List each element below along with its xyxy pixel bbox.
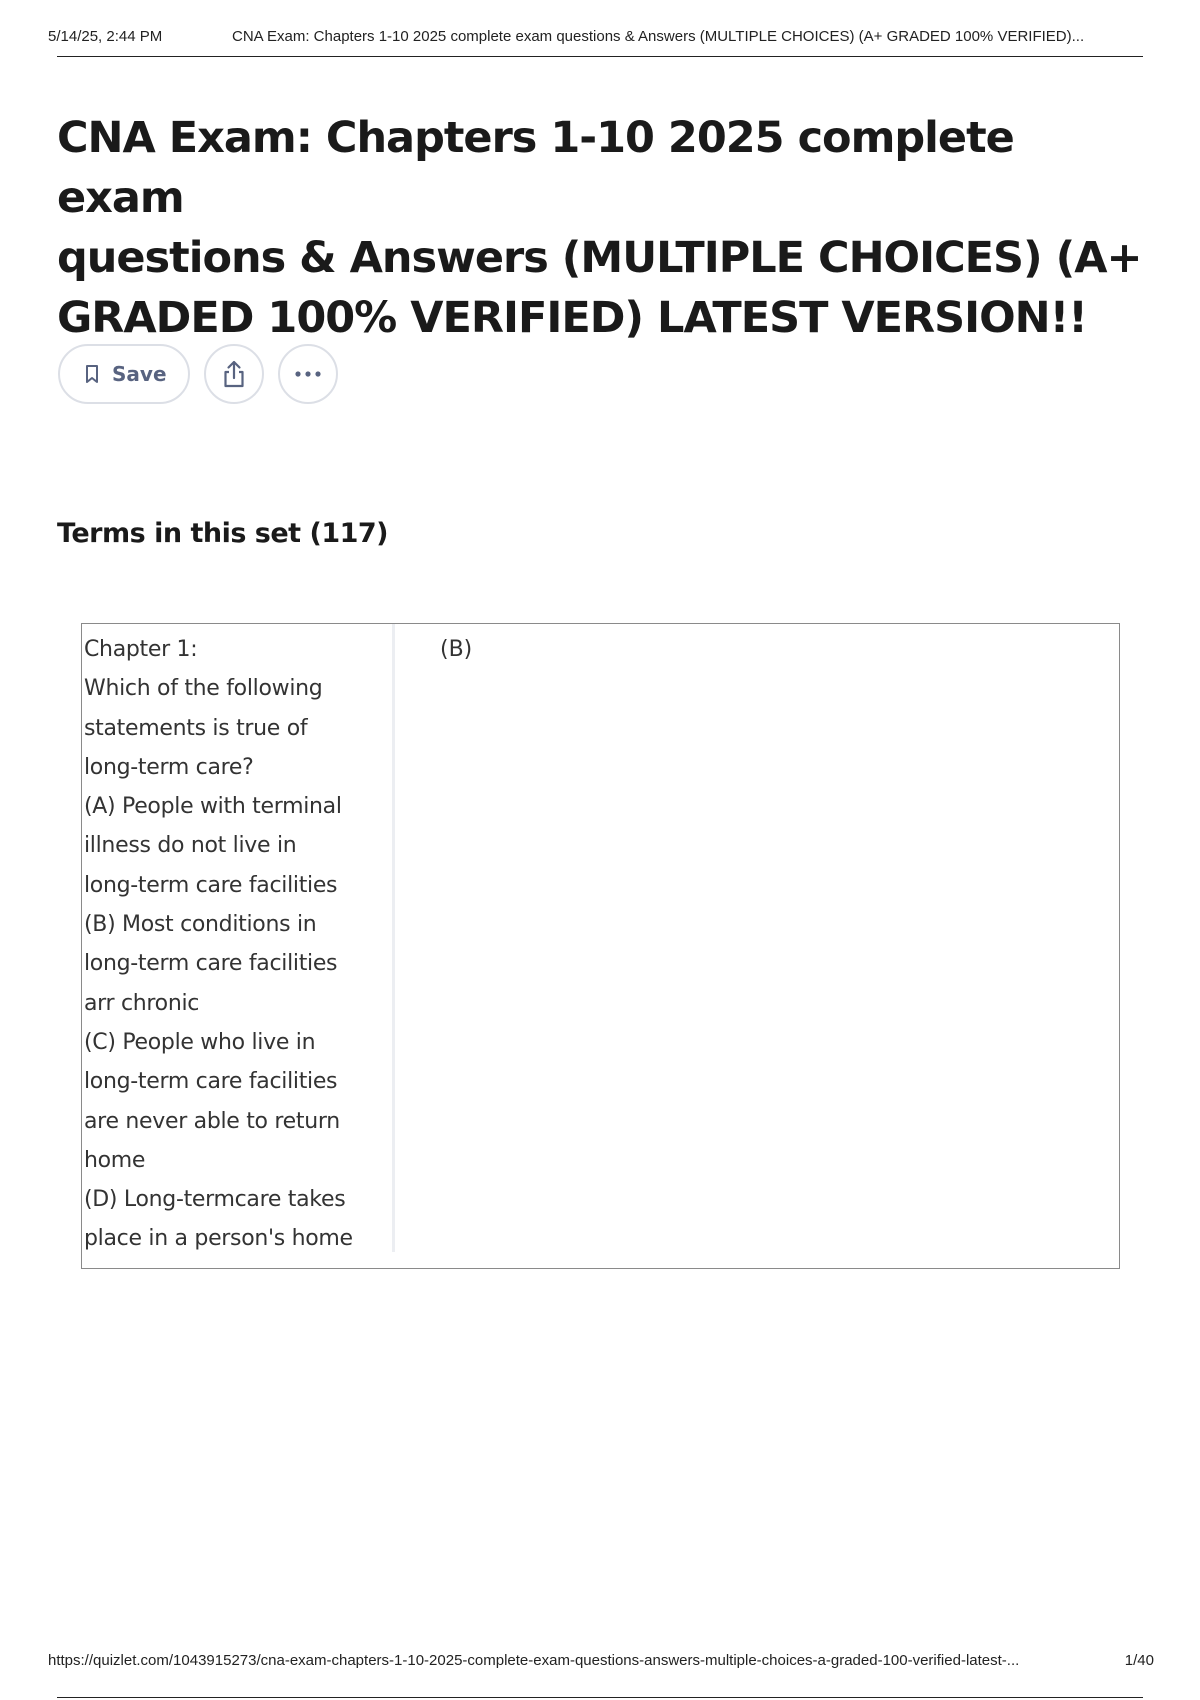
- set-title-line: CNA Exam: Chapters 1-10 2025 complete exam: [57, 113, 1014, 223]
- print-page-title: CNA Exam: Chapters 1-10 2025 complete exam questions & Answers (MULTIPLE CHOICES) (A+ GRADED 100% VERIFIED)...: [232, 28, 1085, 45]
- term-answer: (B): [440, 637, 473, 662]
- term-question-line: long-term care facilities: [84, 951, 338, 977]
- print-url: https://quizlet.com/1043915273/cna-exam-chapters-1-10-2025-complete-exam-questions-answers-multiple-choices-a-graded-100-verified-latest-...: [48, 1652, 1020, 1669]
- term-question-line: long-term care facilities: [84, 1069, 338, 1095]
- page-number: 1/40: [1124, 1652, 1154, 1669]
- save-button-label: Save: [112, 362, 167, 386]
- term-question-line: are never able to return: [84, 1108, 340, 1134]
- bookmark-icon: [84, 364, 100, 384]
- term-question-line: (B) Most conditions in: [84, 912, 317, 938]
- header-rule: [57, 56, 1143, 57]
- more-options-button[interactable]: [278, 344, 338, 404]
- term-question-line: (C) People who live in: [84, 1029, 316, 1055]
- term-question-line: Which of the following: [84, 676, 323, 702]
- terms-heading: Terms in this set (117): [57, 518, 389, 549]
- set-actions: [58, 344, 338, 404]
- term-question-line: long-term care facilities: [84, 872, 338, 898]
- footer-rule: [57, 1697, 1143, 1698]
- term-question-line: Chapter 1:: [84, 637, 198, 662]
- term-question-line: long-term care?: [84, 754, 254, 780]
- share-button[interactable]: [204, 344, 264, 404]
- set-title: [57, 108, 1147, 348]
- more-horizontal-icon: [294, 370, 322, 378]
- term-question-line: statements is true of: [84, 715, 308, 741]
- term-card: [81, 623, 1120, 1269]
- term-question-line: (D) Long-termcare takes: [84, 1187, 346, 1213]
- term-question-line: illness do not live in: [84, 833, 297, 859]
- term-question-line: (A) People with terminal: [84, 794, 342, 820]
- set-title-line: GRADED 100% VERIFIED) LATEST VERSION!!: [57, 293, 1087, 343]
- term-question-line: arr chronic: [84, 990, 200, 1016]
- term-question-line: home: [84, 1147, 146, 1173]
- term-question-line: place in a person's home: [84, 1226, 353, 1252]
- term-question: [84, 630, 384, 1259]
- share-icon: [221, 359, 247, 389]
- save-button[interactable]: [58, 344, 190, 404]
- term-column-divider: [392, 624, 395, 1252]
- print-timestamp: 5/14/25, 2:44 PM: [48, 28, 163, 45]
- set-title-line: questions & Answers (MULTIPLE CHOICES) (A+: [57, 233, 1142, 283]
